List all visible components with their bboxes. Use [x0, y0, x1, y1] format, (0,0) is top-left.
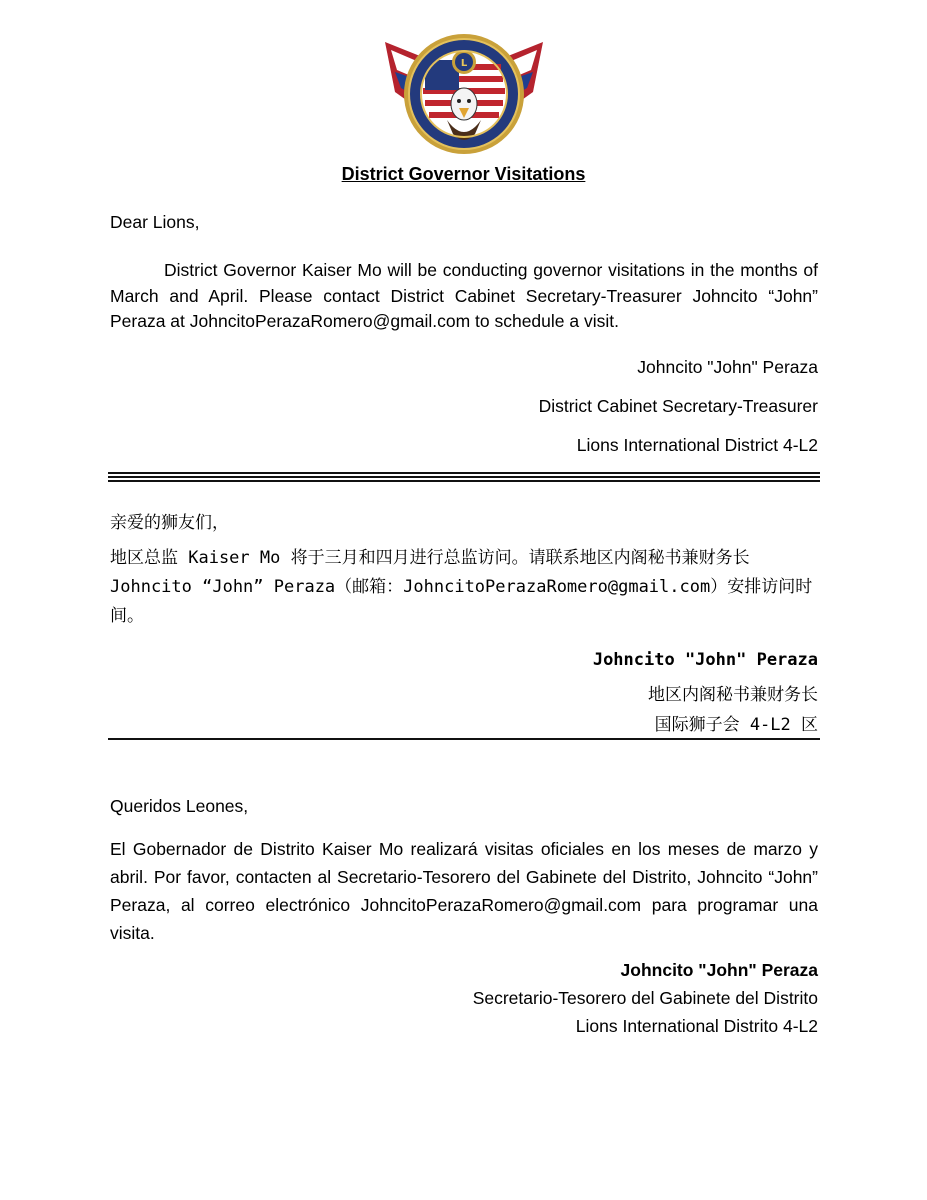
- section-divider-thin: [108, 738, 820, 740]
- spanish-signature-name: Johncito "John" Peraza: [620, 960, 818, 980]
- spanish-signature-org: Lions International Distrito 4-L2: [575, 1016, 818, 1036]
- chinese-salutation: 亲爱的狮友们，: [110, 513, 229, 533]
- chinese-signature-org: 国际狮子会 4-L2 区: [654, 715, 818, 735]
- english-salutation: Dear Lions,: [110, 212, 200, 232]
- chinese-signature-title: 地区内阁秘书兼财务长: [648, 685, 818, 705]
- chinese-body: 地区总监 Kaiser Mo 将于三月和四月进行总监访问。请联系地区内阁秘书兼财务长 Johncito “John” Peraza（邮箱：JohncitoPerazaRomero@gmail.com）安排访问时间。: [110, 548, 813, 626]
- english-signature-org: Lions International District 4-L2: [576, 435, 818, 455]
- english-body: [110, 258, 818, 335]
- section-divider-thick: [108, 472, 820, 483]
- spanish-body: El Gobernador de Distrito Kaiser Mo realizará visitas oficiales en los meses de marzo y abril. Por favor, contacten al Secretario-Tesorero del Gabinete del Distrito, Johncito “John” Peraza, al correo electrónico JohncitoPerazaRomero@gmail.com para programar una visita.: [110, 839, 818, 943]
- spanish-signature-title: Secretario-Tesorero del Gabinete del Distrito: [472, 988, 818, 1008]
- english-body-text: District Governor Kaiser Mo will be conducting governor visitations in the months of March and April. Please contact District Cabinet Secretary-Treasurer Johncito “John” Peraza at JohncitoPerazaRomero@gmail.com to schedule a visit.: [110, 260, 818, 331]
- chinese-signature-name: Johncito "John" Peraza: [592, 650, 818, 670]
- page-title: District Governor Visitations: [341, 164, 586, 184]
- english-signature-title: District Cabinet Secretary-Treasurer: [538, 396, 818, 416]
- spanish-salutation: Queridos Leones,: [110, 796, 249, 816]
- district-logo: [375, 22, 553, 160]
- svg-text:L: L: [460, 58, 468, 69]
- english-signature-name: Johncito "John" Peraza: [637, 357, 818, 377]
